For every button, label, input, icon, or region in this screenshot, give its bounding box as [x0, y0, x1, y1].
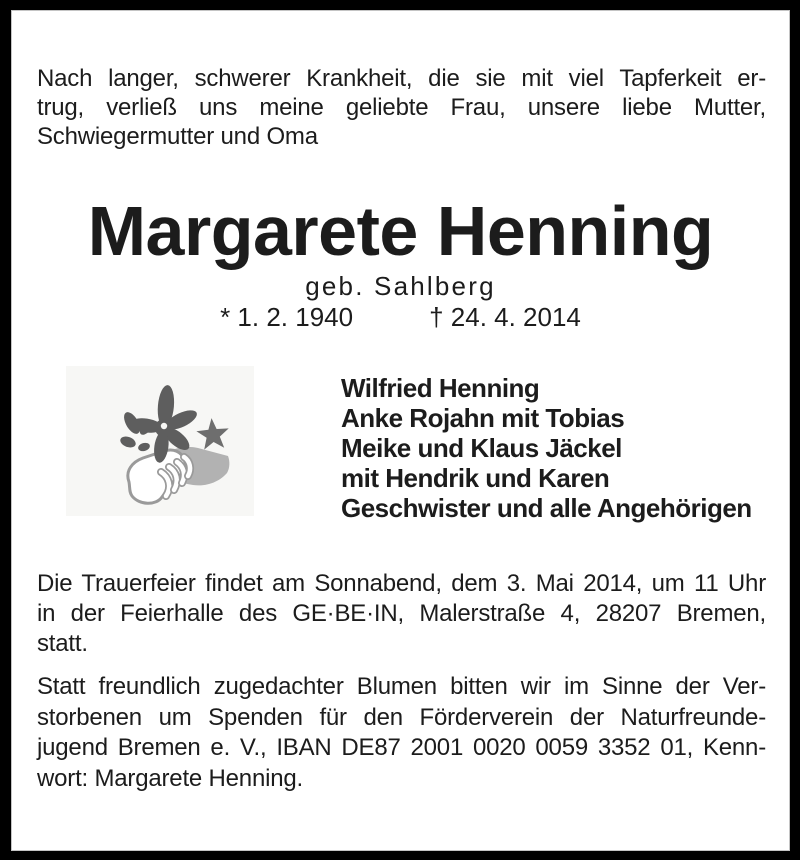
- mourner-line-1: Wilfried Henning: [341, 373, 540, 403]
- life-dates: [12, 304, 789, 330]
- deceased-name: Margarete Henning: [87, 192, 714, 270]
- intro-line-1: Nach langer, schwerer Krankheit, die sie mit viel Tapferkeit er-: [37, 65, 766, 92]
- donation-line-3: jugend Bremen e. V., IBAN DE87 2001 0020 0059 3352 01, Kenn-: [37, 734, 766, 761]
- obituary-sheet: [11, 10, 790, 851]
- flowers-handshake-icon: [66, 366, 254, 516]
- mourner-line-2: Anke Rojahn mit Tobias: [341, 403, 625, 433]
- funeral-paragraph: [37, 569, 766, 659]
- death-date: † 24. 4. 2014: [429, 302, 581, 332]
- intro-line-3: Schwiegermutter und Oma: [37, 123, 318, 150]
- donation-line-2: storbenen um Spenden für den Förderverein der Naturfreunde-: [37, 703, 766, 731]
- mourner-line-5: Geschwister und alle Angehörigen: [341, 493, 752, 523]
- donation-line-4: wort: Margarete Henning.: [37, 764, 303, 792]
- donation-line-1: Statt freundlich zugedachter Blumen bitten wir im Sinne der Ver-: [37, 673, 766, 700]
- funeral-line-1: Die Trauerfeier findet am Sonnabend, dem 3. Mai 2014, um 11 Uhr: [37, 570, 766, 597]
- mourners-list: [341, 373, 752, 523]
- donation-paragraph: [37, 672, 766, 794]
- mourner-line-3: Meike und Klaus Jäckel: [341, 433, 622, 463]
- mourner-line-4: mit Hendrik und Karen: [341, 463, 610, 493]
- birth-date: * 1. 2. 1940: [220, 302, 354, 332]
- intro-paragraph: [37, 64, 766, 151]
- maiden-name: geb. Sahlberg: [305, 271, 496, 301]
- intro-line-2: trug, verließ uns meine geliebte Frau, unsere liebe Mutter,: [37, 94, 766, 121]
- funeral-line-2: in der Feierhalle des GE·BE·IN, Malerstraße 4, 28207 Bremen,: [37, 600, 766, 627]
- funeral-line-3: statt.: [37, 630, 88, 657]
